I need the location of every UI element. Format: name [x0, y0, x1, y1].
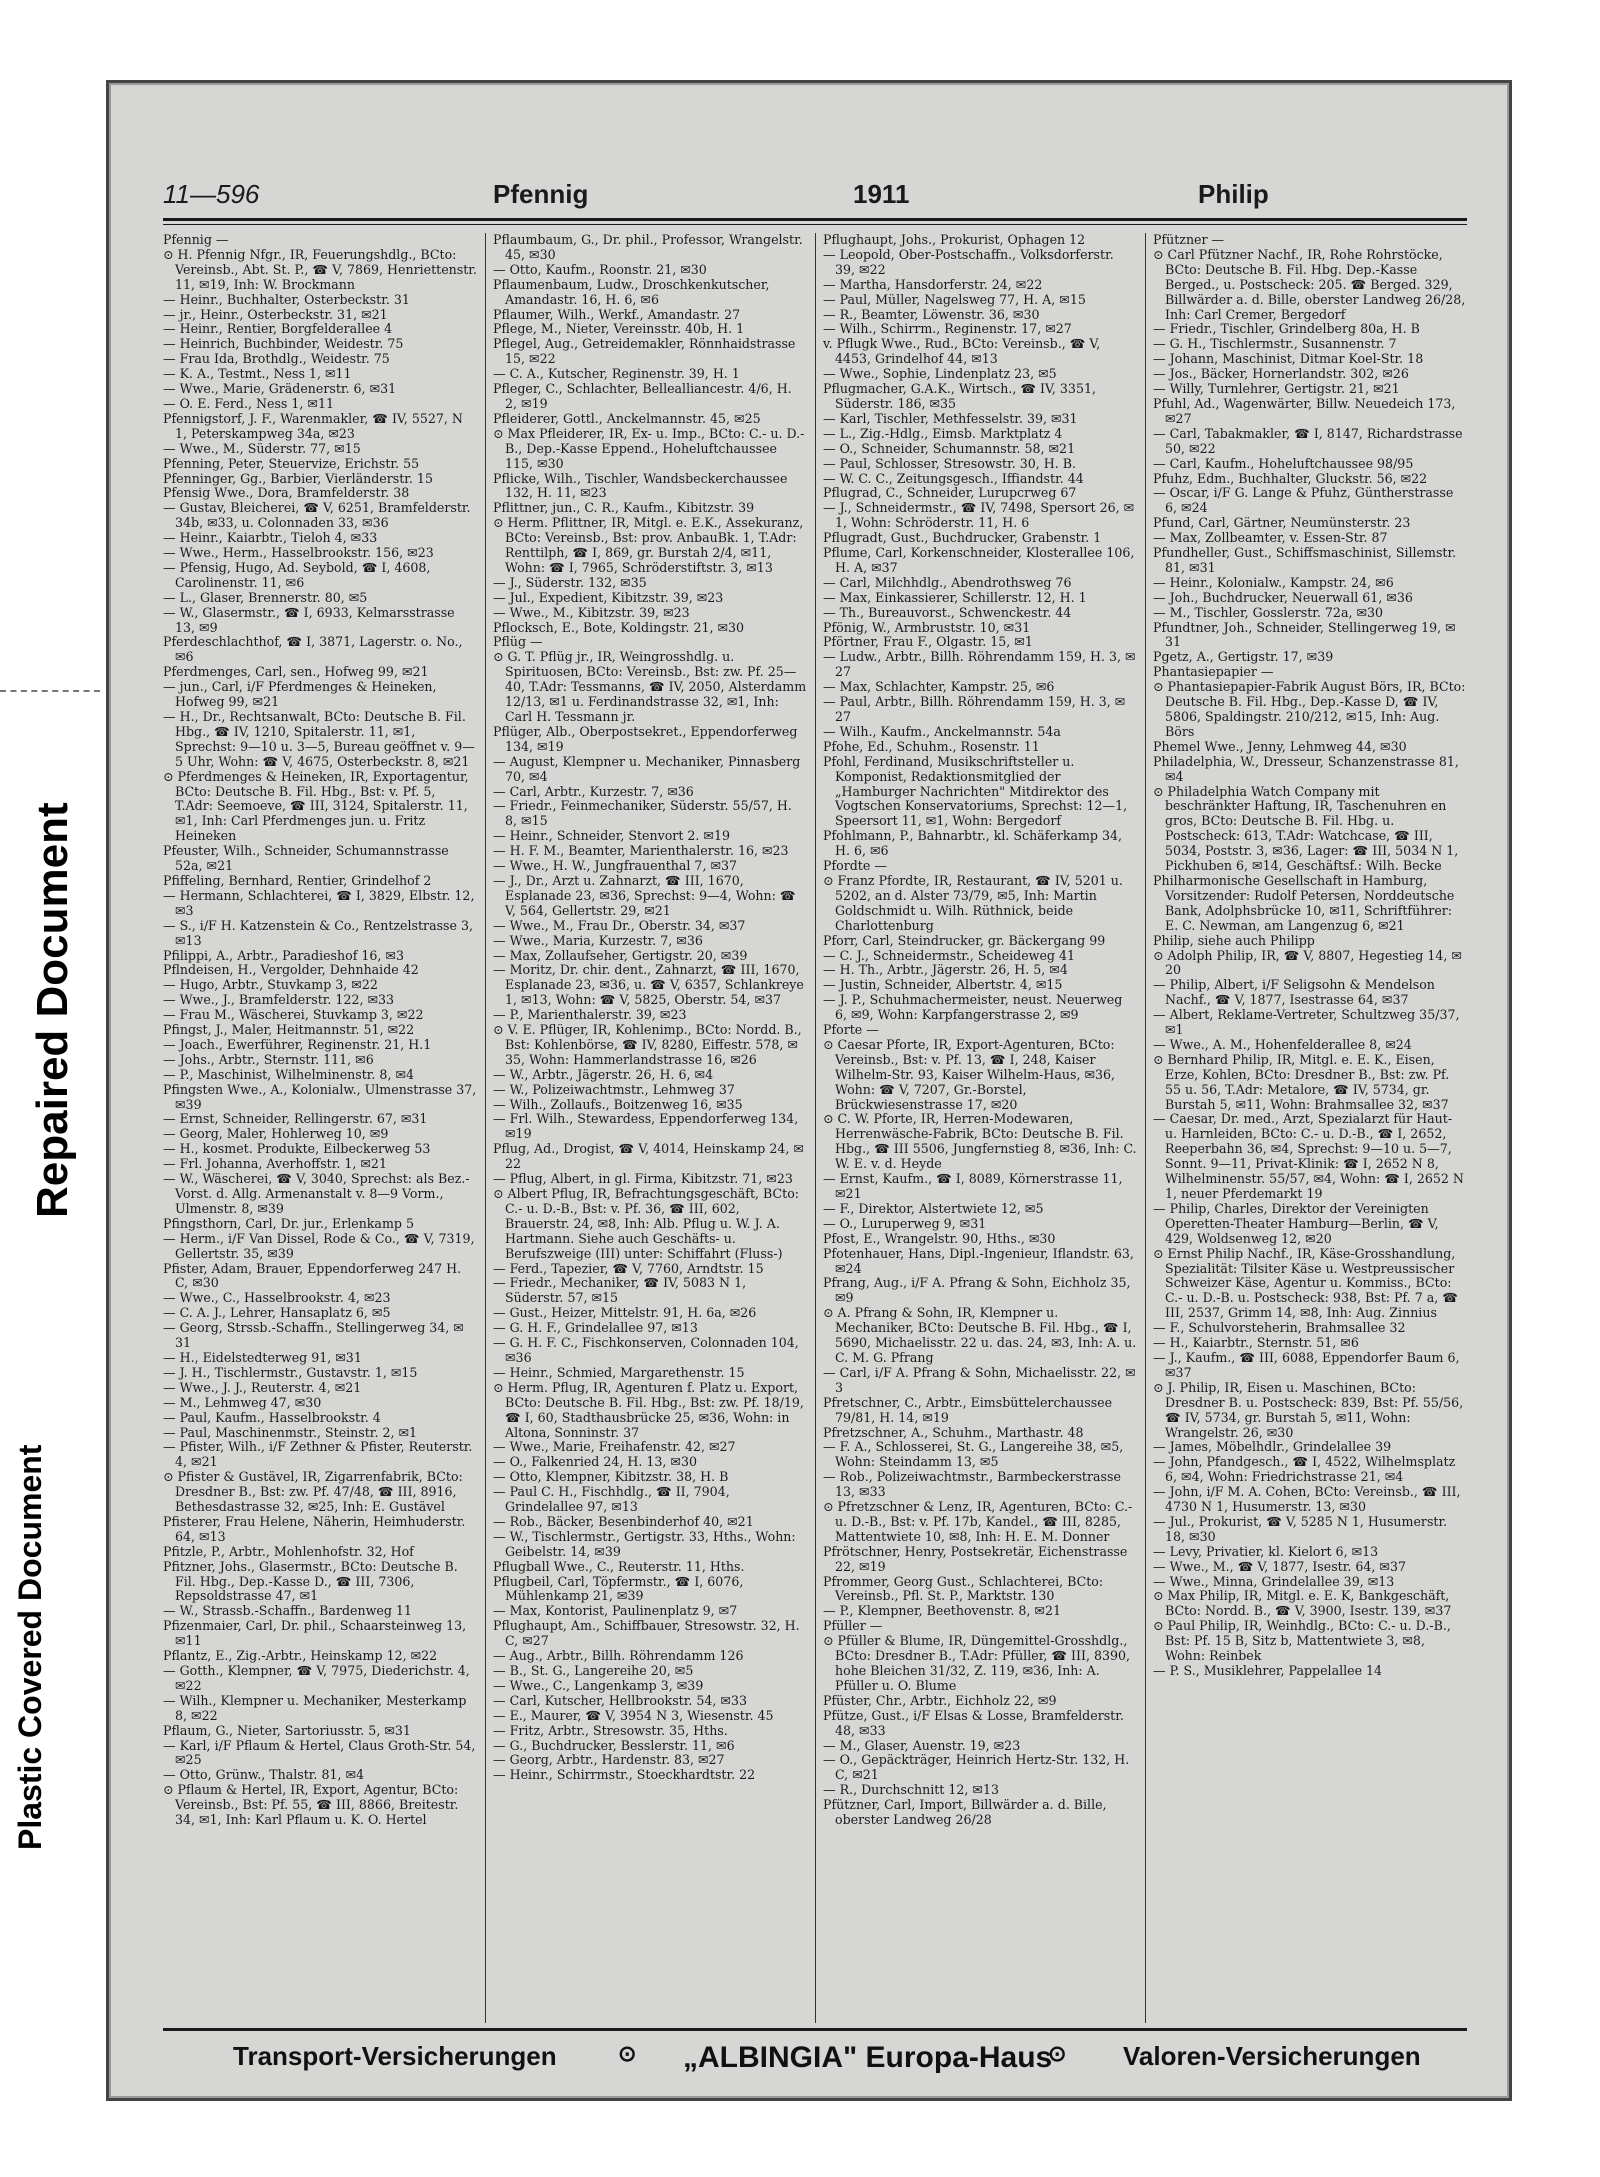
directory-entry: Pfretzschner, A., Schuhm., Marthastr. 48	[823, 1424, 1084, 1440]
directory-entry: — Max, Schlachter, Kampstr. 25, ✉6	[823, 679, 1055, 695]
directory-entry: Pfennigstorf, J. F., Warenmakler, ☎ IV, 5527, N 1, Peterskampweg 34a, ✉23	[163, 410, 463, 441]
directory-entry: Pfizenmaier, Carl, Dr. phil., Schaarsteinweg 13, ✉11	[163, 1618, 467, 1649]
directory-entry: — P., Maschinist, Wilhelminenstr. 8, ✉4	[163, 1066, 415, 1082]
directory-entry: Pflaumenbaum, Ludw., Droschkenkutscher, Amandastr. 16, H. 6, ✉6	[493, 276, 770, 307]
directory-entry: — Wwe., J. J., Reuterstr. 4, ✉21	[163, 1379, 362, 1395]
directory-entry: — Heinrich, Buchbinder, Weidestr. 75	[163, 336, 404, 352]
directory-entry: Philadelphia, W., Dresseur, Schanzenstrasse 81, ✉4	[1153, 753, 1459, 784]
column-2	[493, 233, 807, 2023]
directory-entry: — Wilh., Klempner u. Mechaniker, Mesterkamp 8, ✉22	[163, 1692, 467, 1723]
directory-entry: Pfuhl, Ad., Wagenwärter, Billw. Neuedeich 173, ✉27	[1153, 395, 1456, 426]
directory-entry: Pflüg —	[493, 634, 543, 650]
directory-entry: Pfohe, Ed., Schuhm., Rosenstr. 11	[823, 738, 1040, 754]
directory-entry: — H. Th., Arbtr., Jägerstr. 26, H. 5, ✉4	[823, 962, 1068, 978]
directory-entry: — jun., Carl, i/F Pferdmenges & Heineken, Hofweg 99, ✉21	[163, 679, 437, 710]
footer-rule	[163, 2028, 1467, 2031]
directory-entry: — Jul., Expedient, Kibitzstr. 39, ✉23	[493, 589, 724, 605]
directory-entry: — Wwe., M., Frau Dr., Oberstr. 34, ✉37	[493, 917, 746, 933]
directory-entry: — M., Glaser, Auenstr. 19, ✉23	[823, 1737, 1021, 1753]
directory-entry: Pflüger, Alb., Oberpostsekret., Eppendorferweg 134, ✉19	[493, 723, 798, 754]
directory-entry: — James, Möbelhdlr., Grindelallee 39	[1153, 1439, 1392, 1455]
directory-entry: Pfohl, Ferdinand, Musikschriftsteller u. Komponist, Redaktionsmitglied der „Hamburger Nachrichten" Mitdirektor des Vogtschen Konservatoriums, Sprechst: 12—1, Speersort 11, ✉1, Wohn: Bergedorf	[823, 753, 1128, 829]
directory-entry: — Wwe., A. M., Hohenfelderallee 8, ✉24	[1153, 1036, 1412, 1052]
directory-entry: Pfingsten Wwe., A., Kolonialw., Ulmenstrasse 37, ✉39	[163, 1081, 477, 1112]
directory-entry: Pfister, Adam, Brauer, Eppendorferweg 247 H. C, ✉30	[163, 1260, 462, 1291]
directory-entry: ⊙ A. Pfrang & Sohn, IR, Klempner u. Mechaniker, BCto: Deutsche B. Fil. Hbg., ☎ I, 5690, Michaelisstr. 22 u. das. 24, ✉3, Inh: A. u. C. M. G. Pfrang	[823, 1305, 1137, 1365]
directory-entry: — Herm., i/F Van Dissel, Rode & Co., ☎ V, 7319, Gellertstr. 35, ✉39	[163, 1230, 475, 1261]
directory-entry: — John, i/F M. A. Cohen, BCto: Vereinsb., ☎ III, 4730 N 1, Husumerstr. 13, ✉30	[1153, 1484, 1461, 1515]
directory-entry: — E., Maurer, ☎ V, 3954 N 3, Wiesenstr. 45	[493, 1707, 774, 1723]
directory-entry: — Otto, Grünw., Thalstr. 81, ✉4	[163, 1767, 365, 1783]
directory-entry: — Heinr., Rentier, Borgfelderallee 4	[163, 321, 393, 337]
directory-entry: ⊙ Pfister & Gustävel, IR, Zigarrenfabrik, BCto: Dresdner B., Bst: zw. Pf. 47/48, ☎ III, 8916, Bethesdastrasse 32, ✉25, Inh: E. Gustävel	[163, 1469, 463, 1515]
directory-entry: — Wwe., Marie, Freihafenstr. 42, ✉27	[493, 1439, 736, 1455]
directory-entry: v. Pflugk Wwe., Rud., BCto: Vereinsb., ☎ V, 4453, Grindelhof 44, ✉13	[823, 336, 1101, 367]
column-1	[163, 233, 477, 2023]
directory-entry: — W., Tischlermstr., Gertigstr. 33, Hths., Wohn: Geibelstr. 14, ✉39	[493, 1528, 796, 1559]
directory-entry: — O., Gepäckträger, Heinrich Hertz-Str. 132, H. C, ✉21	[823, 1752, 1130, 1783]
directory-entry: — W., Glasermstr., ☎ I, 6933, Kelmarsstrasse 13, ✉9	[163, 604, 455, 635]
directory-entry: — Martha, Hansdorferstr. 24, ✉22	[823, 276, 1043, 292]
directory-entry: — Paul, Arbtr., Billh. Röhrendamm 159, H. 3, ✉27	[823, 694, 1126, 724]
directory-entry: ⊙ H. Pfennig Nfgr., IR, Feuerungshdlg., BCto: Vereinsb., Abt. St. P., ☎ V, 7869, Henriettenstr. 11, ✉19, Inh: W. Brockmann	[163, 246, 477, 292]
directory-entry: — J. P., Schuhmachermeister, neust. Neuerweg 6, ✉9, Wohn: Karpfangerstrasse 2, ✉9	[823, 992, 1123, 1023]
directory-entry: Pforr, Carl, Steindrucker, gr. Bäckergang 99	[823, 932, 1106, 948]
directory-entry: — M., Tischler, Gosslerstr. 72a, ✉30	[1153, 604, 1384, 620]
directory-entry: — B., St. G., Langereihe 20, ✉5	[493, 1663, 694, 1678]
directory-entry: ⊙ V. E. Pflüger, IR, Kohlenimp., BCto: Nordd. B., Bst: Kohlenbörse, ☎ IV, 8280, Eiffestr. 578, ✉35, Wohn: Hammerlandstrasse 16, ✉26	[493, 1022, 802, 1067]
directory-entry: — G. H. F., Grindelallee 97, ✉13	[493, 1320, 698, 1336]
directory-entry: — Wwe., M., Süderstr. 77, ✉15	[163, 440, 361, 456]
directory-entry: — Wwe., J., Bramfelderstr. 122, ✉33	[163, 992, 395, 1008]
directory-entry: — Pflug, Albert, in gl. Firma, Kibitzstr. 71, ✉23	[493, 1171, 793, 1187]
directory-entry: — Moritz, Dr. chir. dent., Zahnarzt, ☎ III, 1670, Esplanade 23, ✉36, u. ☎ V, 6357, Schlankreye 1, ✉13, Wohn: ☎ V, 5825, Oberstr. 54, ✉37	[493, 962, 804, 1008]
directory-entry: — Pfister, Wilh., i/F Zethner & Pfister, Reuterstr. 4, ✉21	[163, 1439, 473, 1470]
directory-entry: — P., Klempner, Beethovenstr. 8, ✉21	[823, 1603, 1061, 1619]
directory-entry: — Albert, Reklame-Vertreter, Schultzweg 35/37, ✉1	[1153, 1007, 1460, 1038]
directory-entry: Pfiffeling, Bernhard, Rentier, Grindelhof 2	[163, 872, 432, 888]
directory-entry: — Hugo, Arbtr., Stuvkamp 3, ✉22	[163, 977, 378, 993]
directory-entry: Pfönig, W., Armbruststr. 10, ✉31	[823, 619, 1031, 635]
directory-entry: — F., Direktor, Alstertwiete 12, ✉5	[823, 1200, 1044, 1216]
directory-entry: — Wwe., C., Hasselbrookstr. 4, ✉23	[163, 1290, 391, 1306]
directory-entry: — Willy, Turnlehrer, Gertigstr. 21, ✉21	[1153, 381, 1400, 397]
header-rule	[163, 218, 1467, 221]
directory-entry: Pflaumer, Wilh., Werkf., Amandastr. 27	[493, 306, 741, 322]
directory-entry: — P., Marienthalerstr. 39, ✉23	[493, 1007, 687, 1023]
directory-entry: — R., Durchschnitt 12, ✉13	[823, 1782, 999, 1798]
directory-entry: — M., Lehmweg 47, ✉30	[163, 1394, 322, 1410]
side-label-plastic: Plastic Covered Document	[12, 1444, 48, 1850]
directory-entry: Pfüster, Chr., Arbtr., Eichholz 22, ✉9	[823, 1692, 1057, 1708]
directory-entry: Pfundtner, Joh., Schneider, Stellingerweg 19, ✉31	[1153, 619, 1456, 650]
side-label-repaired: Repaired Document	[28, 802, 77, 1218]
directory-entry: — J. H., Tischlermstr., Gustavstr. 1, ✉15	[163, 1364, 418, 1380]
directory-entry: ⊙ Adolph Philip, IR, ☎ V, 8807, Hegestieg 14, ✉20	[1153, 947, 1462, 978]
directory-entry: Pfund, Carl, Gärtner, Neumünsterstr. 23	[1153, 515, 1411, 531]
directory-entry: Pflugradt, Gust., Buchdrucker, Grabenstr. 1	[823, 530, 1102, 546]
directory-entry: — Heinr., Buchhalter, Osterbeckstr. 31	[163, 291, 410, 307]
directory-entry: Pfleiderer, Gottl., Anckelmannstr. 45, ✉25	[493, 410, 761, 426]
directory-entry: — Paul, Kaufm., Hasselbrookstr. 4	[163, 1409, 381, 1425]
directory-entry: ⊙ G. T. Pflüg jr., IR, Weingrosshdlg. u. Spirituosen, BCto: Vereinsb., Bst: zw. Pf. 25—40, T.Adr: Tessmanns, ☎ IV, 2050, Alsterdamm 12/13, ✉1 u. Ferdinandstrasse 32, ✉1, Inh: Carl H. Tessmann jr.	[493, 649, 807, 724]
directory-entry: — Friedr., Tischler, Grindelberg 80a, H. B	[1153, 321, 1420, 337]
footer-dot-icon: ⊙	[1048, 2041, 1067, 2066]
directory-entry: Pfütze, Gust., i/F Elsas & Losse, Bramfelderstr. 48, ✉33	[823, 1707, 1124, 1738]
directory-entry: — Heinr., Kolonialw., Kampstr. 24, ✉6	[1153, 574, 1394, 590]
directory-entry: — Paul, Müller, Nagelsweg 77, H. A, ✉15	[823, 291, 1086, 307]
directory-entry: ⊙ Pfüller & Blume, IR, Düngemittel-Grosshdlg., BCto: Dresdner B., T.Adr: Pfüller, ☎ III, 8390, hohe Bleichen 31/32, Z. 119, ✉36, Inh: A. Pfüller u. O. Blume	[823, 1633, 1131, 1693]
directory-entry: Pfrang, Aug., i/F A. Pfrang & Sohn, Eichholz 35, ✉9	[823, 1275, 1131, 1306]
directory-entry: — O. E. Ferd., Ness 1, ✉11	[163, 395, 334, 411]
directory-entry: — Pfensig, Hugo, Ad. Seybold, ☎ I, 4608, Carolinenstr. 11, ✉6	[163, 559, 431, 590]
directory-entry: — Gustav, Bleicherei, ☎ V, 6251, Bramfelderstr. 34b, ✉33, u. Colonnaden 33, ✉36	[163, 500, 471, 531]
directory-entry: — Georg, Arbtr., Hardenstr. 83, ✉27	[493, 1752, 725, 1768]
directory-entry: Pflegel, Aug., Getreidemakler, Rönnhaidstrasse 15, ✉22	[493, 336, 796, 367]
column-divider	[815, 233, 816, 2023]
directory-entry: ⊙ Herm. Pflug, IR, Agenturen f. Platz u. Export, BCto: Deutsche B. Fil. Hbg., Bst: zw. Pf. 18/19, ☎ I, 60, Stadthausbrücke 25, ✉36, Wohn: in Altona, Sonninstr. 37	[493, 1379, 804, 1440]
directory-entry: Pfisterer, Frau Helene, Näherin, Heimhuderstr. 64, ✉13	[163, 1513, 466, 1544]
directory-entry: Pfenning, Peter, Steuervize, Erichstr. 55	[163, 455, 420, 471]
directory-entry: ⊙ Herm. Pflittner, IR, Mitgl. e. E.K., Assekuranz, BCto: Vereinsb., Bst: prov. AnbauBk. 1, T.Adr: Renttilph, ☎ I, 869, gr. Burstah 2/4, ✉11, Wohn: ☎ I, 7965, Schröderstiftstr. 3, ✉13	[493, 515, 804, 575]
directory-entry: Pferdeschlachthof, ☎ I, 3871, Lagerstr. o. No., ✉6	[163, 634, 463, 665]
directory-entry: Pfleger, C., Schlachter, Bellealliancestr. 4/6, H. 2, ✉19	[493, 381, 792, 411]
directory-entry: — Rob., Polizeiwachtmstr., Barmbeckerstrasse 13, ✉33	[823, 1469, 1121, 1500]
directory-entry: Pfenninger, Gg., Barbier, Vierländerstr. 15	[163, 470, 433, 486]
directory-entry: — Aug., Arbtr., Billh. Röhrendamm 126	[493, 1648, 744, 1664]
directory-entry: Pfingst, J., Maler, Heitmannstr. 51, ✉22	[163, 1022, 415, 1038]
directory-entry: ⊙ Philadelphia Watch Company mit beschränkter Haftung, IR, Taschenuhren en gros, BCto: Deutsche B. Fil. Hbg. u. Postscheck: 613, T.Adr: Watchcase, ☎ III, 5034, Poststr. 3, ✉36, Lager: ☎ III, 5034 N 1, Pickhuben 6, ✉14, Geschäftsf.: Wilh. Becke	[1153, 783, 1459, 874]
directory-entry: Pfeuster, Wilh., Schneider, Schumannstrasse 52a, ✉21	[163, 843, 449, 874]
directory-entry: Pflug, Ad., Drogist, ☎ V, 4014, Heinskamp 24, ✉22	[493, 1141, 804, 1172]
directory-entry: Pflege, M., Nieter, Vereinsstr. 40b, H. 1	[493, 321, 745, 337]
directory-entry: — Caesar, Dr. med., Arzt, Spezialarzt für Haut- u. Harnleiden, BCto: C.- u. D.-B., ☎ I, 2652, Reeperbahn 36, ✉4, Sprechst: 9—10 u. 5—7, Sonnt. 9—11, Privat-Klinik: ☎ I, 2652 N 8, Wilhelminenstr. 55/57, ✉4, Wohn: ☎ I, 2652 N 1, neuer Pferdemarkt 19	[1153, 1111, 1464, 1201]
directory-entry: Pfrötschner, Henry, Postsekretär, Eichenstrasse 22, ✉19	[823, 1543, 1128, 1574]
directory-entry: — P. S., Musiklehrer, Pappelallee 14	[1153, 1663, 1383, 1678]
directory-entry: Pflantz, E., Zig.-Arbtr., Heinskamp 12, ✉22	[163, 1648, 438, 1664]
directory-entry: — Carl, Arbtr., Kurzestr. 7, ✉36	[493, 783, 694, 799]
column-divider	[1145, 233, 1146, 2023]
directory-entry: Pfüller —	[823, 1618, 883, 1634]
directory-entry: — Carl, Tabakmakler, ☎ I, 8147, Richardstrasse 50, ✉22	[1153, 425, 1463, 456]
directory-entry: Pgetz, A., Gertigstr. 17, ✉39	[1153, 649, 1334, 665]
directory-entry: — C. J., Schneidermstr., Scheideweg 41	[823, 947, 1076, 963]
directory-entry: — Philip, Charles, Direktor der Vereinigten Operetten-Theater Hamburg—Berlin, ☎ V, 429, Woldsenweg 12, ✉20	[1153, 1200, 1439, 1246]
directory-entry: — Johs., Arbtr., Sternstr. 111, ✉6	[163, 1051, 374, 1067]
directory-entry: — Wwe., Maria, Kurzestr. 7, ✉36	[493, 932, 703, 948]
directory-entry: Pflughaupt, Am., Schiffbauer, Stresowstr. 32, H. C, ✉27	[493, 1618, 800, 1649]
directory-entry: — J., Kaufm., ☎ III, 6088, Eppendorfer Baum 6, ✉37	[1153, 1349, 1460, 1380]
directory-entry: Pfundheller, Gust., Schiffsmaschinist, Sillemstr. 81, ✉31	[1153, 545, 1457, 575]
directory-entry: — Joach., Ewerführer, Reginenstr. 21, H.1	[163, 1036, 432, 1052]
directory-entry: — W., Polizeiwachtmstr., Lehmweg 37	[493, 1081, 735, 1097]
directory-entry: Pfitzle, P., Arbtr., Mohlenhofstr. 32, Hof	[163, 1543, 414, 1559]
header-first-word: Pfennig	[493, 179, 589, 209]
directory-entry: Pflume, Carl, Korkenschneider, Klosterallee 106, H. A, ✉37	[823, 545, 1135, 575]
directory-entry: — R., Beamter, Löwenstr. 36, ✉30	[823, 306, 1040, 322]
directory-entry: — Carl, i/F A. Pfrang & Sohn, Michaelisstr. 22, ✉3	[823, 1364, 1136, 1395]
directory-entry: Pfützner —	[1153, 233, 1225, 247]
directory-entry: — Wilh., Schirrm., Reginenstr. 17, ✉27	[823, 321, 1072, 337]
directory-entry: — Ferd., Tapezier, ☎ V, 7760, Arndtstr. 15	[493, 1260, 764, 1276]
directory-entry: — Wwe., C., Langenkamp 3, ✉39	[493, 1677, 704, 1693]
directory-entry: — O., Schneider, Schumannstr. 58, ✉21	[823, 440, 1076, 456]
directory-entry: — Johann, Maschinist, Ditmar Koel-Str. 18	[1153, 351, 1424, 367]
directory-entry: Pflughaupt, Johs., Prokurist, Ophagen 12	[823, 233, 1086, 247]
column-3	[823, 233, 1137, 2023]
directory-entry: — Heinr., Schneider, Stenvort 2. ✉19	[493, 828, 730, 844]
directory-entry: ⊙ Phantasiepapier-Fabrik August Börs, IR, BCto: Deutsche B. Fil. Hbg., Dep.-Kasse D, ☎ IV, 5806, Spaldingstr. 210/212, ✉15, Inh: Aug. Börs	[1153, 679, 1466, 739]
directory-entry: Philip, siehe auch Philipp	[1153, 932, 1315, 948]
directory-entry: ⊙ Albert Pflug, IR, Befrachtungsgeschäft, BCto: C.- u. D.-B., Bst: v. Pf. 36, ☎ III, 602, Brauerstr. 24, ✉8, Inh: Alb. Pflug u. W. J. A. Hartmann. Siehe auch Geschäfts- u. Berufszweige (III) unter: Schiffahrt (Fluss-)	[493, 1186, 800, 1261]
directory-entry: — H., Dr., Rechtsanwalt, BCto: Deutsche B. Fil. Hbg., ☎ IV, 1210, Spitalerstr. 11, ✉1, Sprechst: 9—10 u. 3—5, Bureau geöffnet v. 9—5 Uhr, Wohn: ☎ V, 4675, Osterbeckstr. 8, ✉21	[163, 709, 475, 769]
directory-entry: — W. C. C., Zeitungsgesch., Iffiandstr. 44	[823, 470, 1084, 486]
directory-entry: Pfotenhauer, Hans, Dipl.-Ingenieur, Iflandstr. 63, ✉24	[823, 1245, 1134, 1276]
directory-entry: — Karl, Tischler, Methfesselstr. 39, ✉31	[823, 410, 1078, 426]
directory-entry: — Heinr., Kaiarbtr., Tieloh 4, ✉33	[163, 530, 378, 546]
footer-transport-insurance: Transport-Versicherungen	[233, 2041, 557, 2071]
directory-entry: — Frl. Johanna, Averhoffstr. 1, ✉21	[163, 1156, 387, 1172]
directory-entry: — Wwe., M., ☎ V, 1877, Isestr. 64, ✉37	[1153, 1558, 1406, 1574]
directory-entry: ⊙ Caesar Pforte, IR, Export-Agenturen, BCto: Vereinsb., Bst: v. Pf. 13, ☎ I, 248, Kaiser Wilhelm-Str. 93, Kaiser Wilhelm-Haus, ✉36, Wohn: ☎ V, 7207, Gr.-Borstel, Brückwiesenstrasse 17, ✉20	[823, 1036, 1116, 1112]
directory-entry: — Th., Bureauvorst., Schwenckestr. 44	[823, 604, 1072, 620]
advertising-footer	[163, 2041, 1467, 2077]
directory-entry: — John, Pfandgesch., ☎ I, 4522, Wilhelmsplatz 6, ✉4, Wohn: Friedrichstrasse 21, ✉4	[1153, 1454, 1456, 1485]
directory-entry: — Georg, Maler, Hohlerweg 10, ✉9	[163, 1126, 389, 1142]
directory-entry: ⊙ Paul Philip, IR, Weinhdlg., BCto: C.- u. D.-B., Bst: Pf. 15 B, Sitz b, Mattentwiete 3, ✉8, Wohn: Reinbek	[1153, 1618, 1451, 1664]
directory-entry: ⊙ Pferdmenges & Heineken, IR, Exportagentur, BCto: Deutsche B. Fil. Hbg., Bst: v. Pf. 5, T.Adr: Seemoeve, ☎ III, 3124, Spitalerstr. 11, ✉1, Inh: Carl Pferdmenges jun. u. Fritz Heineken	[163, 768, 469, 844]
directory-entry: — Otto, Klempner, Kibitzstr. 38, H. B	[493, 1469, 729, 1485]
directory-entry: — Hermann, Schlachterei, ☎ I, 3829, Elbstr. 12, ✉3	[163, 887, 475, 918]
directory-entry: — O., Falkenried 24, H. 13, ✉30	[493, 1454, 698, 1470]
directory-entry: — Paul, Maschinenmstr., Steinstr. 2, ✉1	[163, 1424, 418, 1440]
directory-entry: — L., Glaser, Brennerstr. 80, ✉5	[163, 589, 368, 605]
directory-entry: — Otto, Kaufm., Roonstr. 21, ✉30	[493, 261, 707, 277]
directory-entry: Pfensig Wwe., Dora, Bramfelderstr. 38	[163, 485, 410, 501]
column-divider	[485, 233, 486, 2023]
directory-entry: ⊙ Max Pfleiderer, IR, Ex- u. Imp., BCto: C.- u. D.-B., Dep.-Kasse Eppend., Hoheluftchaussee 115, ✉30	[493, 425, 805, 471]
directory-entry: — J., Dr., Arzt u. Zahnarzt, ☎ III, 1670, Esplanade 23, ✉36, Sprechst: 9—4, Wohn: ☎ V, 564, Gellertstr. 29, ✉21	[493, 872, 796, 918]
directory-entry: Pflicke, Wilh., Tischler, Wandsbeckerchaussee 132, H. 11, ✉23	[493, 470, 788, 501]
directory-entry: — jr., Heinr., Osterbeckstr. 31, ✉21	[163, 306, 388, 322]
directory-entry: — Rob., Bäcker, Besenbinderhof 40, ✉21	[493, 1513, 754, 1529]
directory-entry: — Wwe., M., Kibitzstr. 39, ✉23	[493, 604, 690, 620]
directory-entry: Pflugbeil, Carl, Töpfermstr., ☎ I, 6076, Mühlenkamp 21, ✉39	[493, 1573, 744, 1604]
directory-entry: — Carl, Kutscher, Hellbrookstr. 54, ✉33	[493, 1692, 747, 1708]
directory-entry: — Carl, Kaufm., Hoheluftchaussee 98/95	[1153, 455, 1414, 471]
directory-entry: Pfost, E., Wrangelstr. 90, Hths., ✉30	[823, 1230, 1056, 1246]
directory-entry: — Carl, Milchhdlg., Abendrothsweg 76	[823, 574, 1072, 590]
directory-entry: — C. A. J., Lehrer, Hansaplatz 6, ✉5	[163, 1305, 391, 1321]
directory-entry: Pflugball Wwe., C., Reuterstr. 11, Hths.	[493, 1558, 745, 1574]
directory-entry: ⊙ Carl Pfützner Nachf., IR, Rohe Rohrstöcke, BCto: Deutsche B. Fil. Hbg. Dep.-Kasse Berged., u. Postscheck: 205. ☎ Berged. 329, Billwärder a. d. Bille, oberster Landweg 26/28, Inh: Carl Cremer, Bergedorf	[1153, 246, 1466, 322]
directory-entry: — F., Schulvorsteherin, Brahmsallee 32	[1153, 1320, 1406, 1336]
directory-entry: — G., Buchdrucker, Besslerstr. 11, ✉6	[493, 1737, 735, 1753]
directory-entry: — Levy, Privatier, kl. Kielort 6, ✉13	[1153, 1543, 1379, 1559]
directory-entry: — Wwe., H. W., Jungfrauenthal 7, ✉37	[493, 858, 738, 874]
directory-entry: — Heinr., Schmied, Margarethenstr. 15	[493, 1364, 745, 1380]
directory-entry: Pfützner, Carl, Import, Billwärder a. d. Bille, oberster Landweg 26/28	[823, 1797, 1107, 1828]
directory-entry: ⊙ Pflaum & Hertel, IR, Export, Agentur, BCto: Vereinsb., Bst: Pf. 55, ☎ III, 8866, Breitestr. 34, ✉1, Inh: Karl Pflaum u. K. O. Hertel	[163, 1782, 459, 1828]
directory-entry: — Oscar, i/F G. Lange & Pfuhz, Güntherstrasse 6, ✉24	[1153, 485, 1454, 516]
header-last-word: Philip	[1198, 179, 1269, 209]
directory-entry: Pflndeisen, H., Vergolder, Dehnhaide 42	[163, 962, 419, 978]
directory-entry: — C. A., Kutscher, Reginenstr. 39, H. 1	[493, 366, 740, 382]
directory-entry: — Joh., Buchdrucker, Neuerwall 61, ✉36	[1153, 589, 1413, 605]
directory-entry: ⊙ Franz Pfordte, IR, Restaurant, ☎ IV, 5201 u. 5202, an d. Alster 73/79, ✉5, Inh: Martin Goldschmidt u. Wilh. Rüthnick, beide Charlottenburg	[823, 872, 1123, 933]
directory-entry: — S., i/F H. Katzenstein & Co., Rentzelstrasse 3, ✉13	[163, 917, 473, 948]
column-4	[1153, 233, 1467, 2023]
directory-entry: — Friedr., Mechaniker, ☎ IV, 5083 N 1, Süderstr. 57, ✉15	[493, 1275, 747, 1306]
directory-entry: — Frau Ida, Brothdlg., Weidestr. 75	[163, 351, 390, 367]
directory-entry: — W., Wäscherei, ☎ V, 3040, Sprechst: als Bez.-Vorst. d. Allg. Armenanstalt v. 8—9 Vorm., Ulmenstr. 8, ✉39	[163, 1171, 470, 1216]
footer-valuables-insurance: Valoren-Versicherungen	[1123, 2041, 1421, 2071]
directory-entry: Pforte —	[823, 1022, 879, 1038]
directory-entry: — Justin, Schneider, Albertstr. 4, ✉15	[823, 977, 1063, 993]
directory-entry: — Ludw., Arbtr., Billh. Röhrendamm 159, H. 3, ✉27	[823, 649, 1136, 680]
directory-entry: — Frl. Wilh., Stewardess, Eppendorferweg 134, ✉19	[493, 1111, 799, 1142]
directory-entry: Pflocksch, E., Bote, Koldingstr. 21, ✉30	[493, 619, 745, 635]
directory-entry: — Wilh., Kaufm., Anckelmannstr. 54a	[823, 723, 1061, 739]
directory-entry: ⊙ C. W. Pforte, IR, Herren-Modewaren, Herrenwäsche-Fabrik, BCto: Deutsche B. Fil. Hbg., ☎ III 5506, Jungfernstieg 8, ✉36, Inh: C. W. E. v. d. Heyde	[823, 1111, 1137, 1172]
directory-entry: Phantasiepapier —	[1153, 664, 1274, 680]
directory-entry: — W., Arbtr., Jägerstr. 26, H. 6, ✉4	[493, 1066, 714, 1082]
directory-entry: Pfitzner, Johs., Glasermstr., BCto: Deutsche B. Fil. Hbg., Dep.-Kasse D., ☎ III, 7306, Repsoldstrasse 47, ✉1	[163, 1558, 458, 1604]
directory-entry: — J., Süderstr. 132, ✉35	[493, 574, 647, 590]
directory-entry: Pfrommer, Georg Gust., Schlachterei, BCto: Vereinsb., Pfl. St. P., Marktstr. 130	[823, 1573, 1104, 1604]
directory-entry: — Gust., Heizer, Mittelstr. 91, H. 6a, ✉26	[493, 1305, 757, 1321]
directory-entry: — W., Strassb.-Schaffn., Bardenweg 11	[163, 1603, 412, 1619]
footer-albingia: „ALBINGIA" Europa-Haus	[683, 2041, 1053, 2074]
directory-entry: Pflaumbaum, G., Dr. phil., Professor, Wrangelstr. 45, ✉30	[493, 233, 803, 262]
directory-entry: — Max, Zollbeamter, v. Essen-Str. 87	[1153, 530, 1388, 546]
directory-entry: — Ernst, Schneider, Rellingerstr. 67, ✉31	[163, 1111, 428, 1127]
directory-entry: — Paul C. H., Fischhdlg., ☎ II, 7904, Grindelallee 97, ✉13	[493, 1484, 730, 1515]
directory-entry: — H., Kaiarbtr., Sternstr. 51, ✉6	[1153, 1335, 1359, 1351]
directory-entry: — K. A., Testmt., Ness 1, ✉11	[163, 366, 352, 382]
directory-entry: ⊙ Pfretzschner & Lenz, IR, Agenturen, BCto: C.- u. D.-B., Bst: v. Pf. 17b, Kandel., ☎ III, 8285, Mattentwiete 10, ✉8, Inh: H. E. M. Donner	[823, 1499, 1133, 1544]
directory-entry: Pflittner, jun., C. R., Kaufm., Kibitzstr. 39	[493, 500, 755, 516]
footer-dot-icon: ⊙	[618, 2041, 637, 2066]
directory-entry: — Georg, Strssb.-Schaffn., Stellingerweg 34, ✉31	[163, 1320, 464, 1351]
directory-entry: Pflaum, G., Nieter, Sartoriusstr. 5, ✉31	[163, 1722, 411, 1738]
directory-entry: Pflugrad, C., Schneider, Lurupcrweg 67	[823, 485, 1077, 501]
directory-entry: — H. F. M., Beamter, Marienthalerstr. 16, ✉23	[493, 843, 789, 859]
directory-entry: — H., kosmet. Produkte, Eilbeckerweg 53	[163, 1141, 431, 1157]
directory-entry: — F. A., Schlosserei, St. G., Langereihe 38, ✉5, Wohn: Steindamm 13, ✉5	[823, 1439, 1124, 1470]
directory-entry: — Wwe., Herm., Hasselbrookstr. 156, ✉23	[163, 545, 434, 561]
header-year: 1911	[853, 179, 910, 209]
directory-entry: Pfennig —	[163, 233, 229, 247]
directory-entry: Phemel Wwe., Jenny, Lehmweg 44, ✉30	[1153, 738, 1407, 754]
directory-entry: ⊙ Max Philip, IR, Mitgl. e. E. K, Bankgeschäft, BCto: Nordd. B., ☎ V, 3900, Isestr. 139, ✉37	[1153, 1588, 1452, 1619]
directory-entry: — L., Zig.-Hdlg., Eimsb. Marktplatz 4	[823, 425, 1063, 441]
directory-entry: Pfordte —	[823, 858, 887, 874]
directory-entry: — Frau M., Wäscherei, Stuvkamp 3, ✉22	[163, 1007, 424, 1023]
directory-entry: Pfretschner, C., Arbtr., Eimsbüttelerchaussee 79/81, H. 14, ✉19	[823, 1394, 1113, 1425]
directory-entry: ⊙ J. Philip, IR, Eisen u. Maschinen, BCto: Dresdner B. u. Postscheck: 839, Bst: Pf. 55/56, ☎ IV, 5734, gr. Burstah 5, ✉11, Wohn: Wrangelstr. 26, ✉30	[1153, 1379, 1464, 1440]
directory-entry: — Fritz, Arbtr., Stresowstr. 35, Hths.	[493, 1722, 728, 1738]
directory-entry: — Jul., Prokurist, ☎ V, 5285 N 1, Husumerstr. 18, ✉30	[1153, 1513, 1448, 1544]
directory-entry: — G. H., Tischlermstr., Susannenstr. 7	[1153, 336, 1397, 352]
directory-entry: — Philip, Albert, i/F Seligsohn & Mendelson Nachf., ☎ V, 1877, Isestrasse 64, ✉37	[1153, 977, 1435, 1008]
directory-entry: — Paul, Schlosser, Stresowstr. 30, H. B.	[823, 455, 1077, 471]
directory-entry: — O., Luruperweg 9, ✉31	[823, 1215, 987, 1231]
header-rule-thin	[163, 224, 1467, 225]
directory-entry: Pflugmacher, G.A.K., Wirtsch., ☎ IV, 3351, Süderstr. 186, ✉35	[823, 381, 1096, 411]
directory-entry: Pfohlmann, P., Bahnarbtr., kl. Schäferkamp 34, H. 6, ✉6	[823, 828, 1123, 859]
directory-entry: — Wilh., Zollaufs., Boitzenweg 16, ✉35	[493, 1096, 743, 1112]
directory-entry: — Max, Zollaufseher, Gertigstr. 20, ✉39	[493, 947, 748, 963]
document-page	[106, 80, 1512, 2101]
directory-entry: — Ernst, Kaufm., ☎ I, 8089, Körnerstrasse 11, ✉21	[823, 1171, 1123, 1201]
directory-entry: — Friedr., Feinmechaniker, Süderstr. 55/57, H. 8, ✉15	[493, 798, 792, 829]
directory-entry: — Wwe., Sophie, Lindenplatz 23, ✉5	[823, 366, 1057, 382]
directory-entry: ⊙ Bernhard Philip, IR, Mitgl. e. E. K., Eisen, Erze, Kohlen, BCto: Dresdner B., Bst: zw. Pf. 55 u. 56, T.Adr: Metalore, ☎ IV, 5734, gr. Burstah 5, ✉11, Wohn: Brahmsallee 32, ✉37	[1153, 1051, 1450, 1112]
directory-entry: ⊙ Ernst Philip Nachf., IR, Käse-Grosshandlung, Spezialität: Tilsiter Käse u. Westpreussischer Schweizer Käse, Agentur u. Kommiss., BCto: C.- u. D.-B. u. Postscheck: 938, Bst: Pf. 7 a, ☎ III, 2537, Grimm 14, ✉8, Inh: Aug. Zinnius	[1153, 1245, 1458, 1321]
directory-entry: — Leopold, Ober-Postschaffn., Volksdorferstr. 39, ✉22	[823, 246, 1114, 277]
directory-entry: — Wwe., Marie, Grädenerstr. 6, ✉31	[163, 381, 397, 397]
directory-entry: Pfuhz, Edm., Buchhalter, Gluckstr. 56, ✉22	[1153, 470, 1428, 486]
directory-entry: Pförtner, Frau F., Olgastr. 15, ✉1	[823, 634, 1033, 650]
directory-entry: Pferdmenges, Carl, sen., Hofweg 99, ✉21	[163, 664, 429, 680]
page-header	[163, 179, 1463, 219]
directory-entry: — Wwe., Minna, Grindelallee 39, ✉13	[1153, 1573, 1395, 1589]
directory-entry: — Jos., Bäcker, Hornerlandstr. 302, ✉26	[1153, 366, 1409, 382]
directory-entry: — Karl, i/F Pflaum & Hertel, Claus Groth-Str. 54, ✉25	[163, 1737, 476, 1768]
directory-entry: — J., Schneidermstr., ☎ IV, 7498, Spersort 26, ✉1, Wohn: Schröderstr. 11, H. 6	[823, 500, 1135, 531]
directory-entry: — H., Eidelstedterweg 91, ✉31	[163, 1349, 362, 1365]
directory-entry: Philharmonische Gesellschaft in Hamburg, Vorsitzender: Rudolf Petersen, Norddeutsche Bank, Adolphsbrücke 10, ✉11, Schriftführer: E. C. Newman, am Langenzug 6, ✉21	[1153, 872, 1455, 933]
directory-entry: — Max, Einkassierer, Schillerstr. 12, H. 1	[823, 589, 1087, 605]
directory-entry: Pfingsthorn, Carl, Dr. jur., Erlenkamp 5	[163, 1215, 414, 1231]
page-number: 11—596	[163, 179, 260, 209]
directory-entry: Pfilippi, A., Arbtr., Paradieshof 16, ✉3	[163, 947, 404, 963]
directory-entry: — Heinr., Schirrmstr., Stoeckhardtstr. 22	[493, 1767, 756, 1783]
directory-entry: — Gotth., Klempner, ☎ V, 7975, Diederichstr. 4, ✉22	[163, 1663, 470, 1693]
scan-margin-mark	[0, 690, 100, 692]
directory-entry: — Max, Kontorist, Paulinenplatz 9, ✉7	[493, 1603, 738, 1619]
directory-entry: — August, Klempner u. Mechaniker, Pinnasberg 70, ✉4	[493, 753, 801, 784]
directory-entry: — G. H. F. C., Fischkonserven, Colonnaden 104, ✉36	[493, 1335, 799, 1365]
